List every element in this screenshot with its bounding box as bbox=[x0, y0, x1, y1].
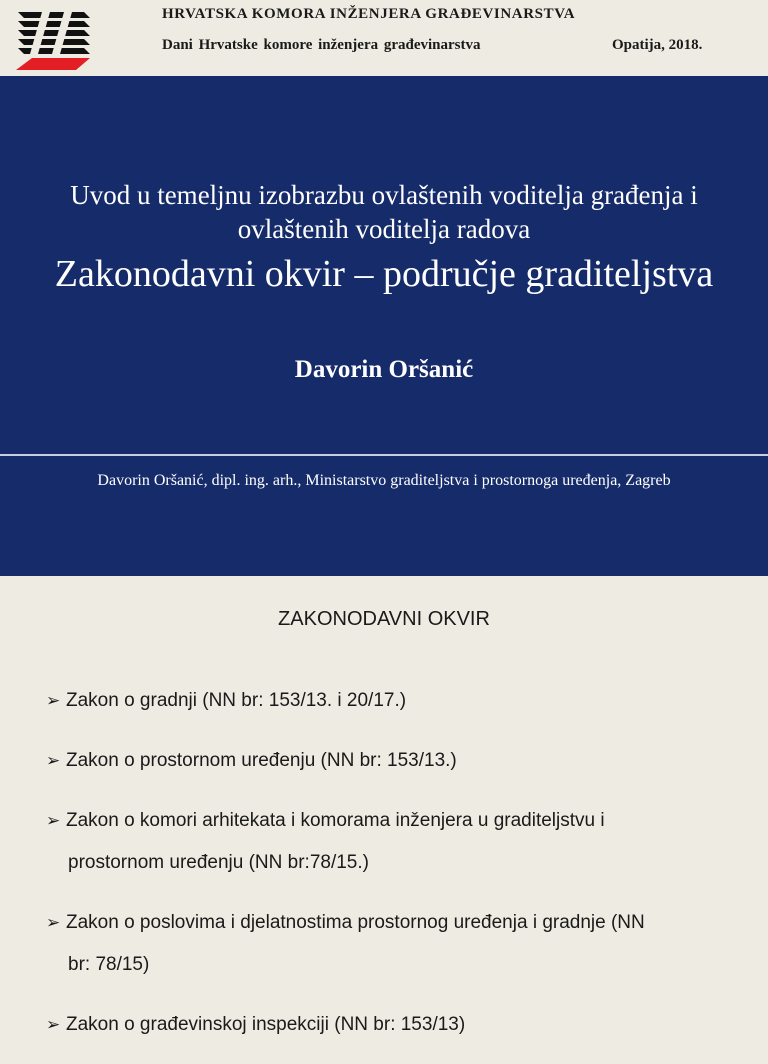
content-section bbox=[0, 576, 768, 1035]
event-place-date: Opatija, 2018. bbox=[612, 37, 703, 53]
list-item bbox=[46, 1004, 746, 1046]
law-title-continued: br: 78/15) bbox=[68, 954, 150, 975]
presentation-subtitle bbox=[0, 178, 768, 246]
title-panel bbox=[0, 76, 768, 576]
list-item bbox=[46, 800, 746, 884]
arrow-bullet-icon: ➢ bbox=[46, 691, 61, 710]
list-item bbox=[46, 680, 746, 722]
arrow-bullet-icon: ➢ bbox=[46, 811, 61, 830]
hkig-logo-icon bbox=[12, 8, 92, 72]
list-item bbox=[46, 740, 746, 782]
subtitle-line-2: ovlaštenih voditelja radova bbox=[237, 214, 531, 244]
list-item bbox=[46, 902, 746, 986]
divider bbox=[0, 454, 768, 456]
law-title: Zakon o građevinskoj inspekciji (NN br: 153/13) bbox=[66, 1014, 466, 1035]
law-title: Zakon o prostornom uređenju (NN br: 153/13.) bbox=[66, 750, 457, 771]
law-title: Zakon o komori arhitekata i komorama inženjera u graditeljstvu i bbox=[66, 810, 605, 831]
law-title-continued: prostornom uređenju (NN br:78/15.) bbox=[68, 852, 369, 873]
section-title: ZAKONODAVNI OKVIR bbox=[278, 608, 490, 630]
arrow-bullet-icon: ➢ bbox=[46, 751, 61, 770]
author-name: Davorin Oršanić bbox=[294, 356, 474, 383]
law-list bbox=[46, 680, 746, 1064]
subtitle-line-1: Uvod u temeljnu izobrazbu ovlaštenih voditelja građenja i bbox=[70, 180, 698, 210]
presentation-title: Zakonodavni okvir – područje graditeljstva bbox=[54, 253, 714, 295]
arrow-bullet-icon: ➢ bbox=[46, 913, 61, 932]
law-title: Zakon o gradnji (NN br: 153/13. i 20/17.) bbox=[66, 690, 407, 711]
organization-name: HRVATSKA KOMORA INŽENJERA GRAĐEVINARSTVA bbox=[162, 6, 576, 22]
law-title: Zakon o poslovima i djelatnostima prostornog uređenja i gradnje (NN bbox=[66, 912, 645, 933]
author-affiliation: Davorin Oršanić, dipl. ing. arh., Ministarstvo graditeljstva i prostornoga uređenja, Zagreb bbox=[97, 472, 671, 489]
arrow-bullet-icon: ➢ bbox=[46, 1015, 61, 1034]
slide-header bbox=[0, 0, 768, 76]
event-name: Dani Hrvatske komore inženjera građevinarstva bbox=[162, 37, 481, 53]
